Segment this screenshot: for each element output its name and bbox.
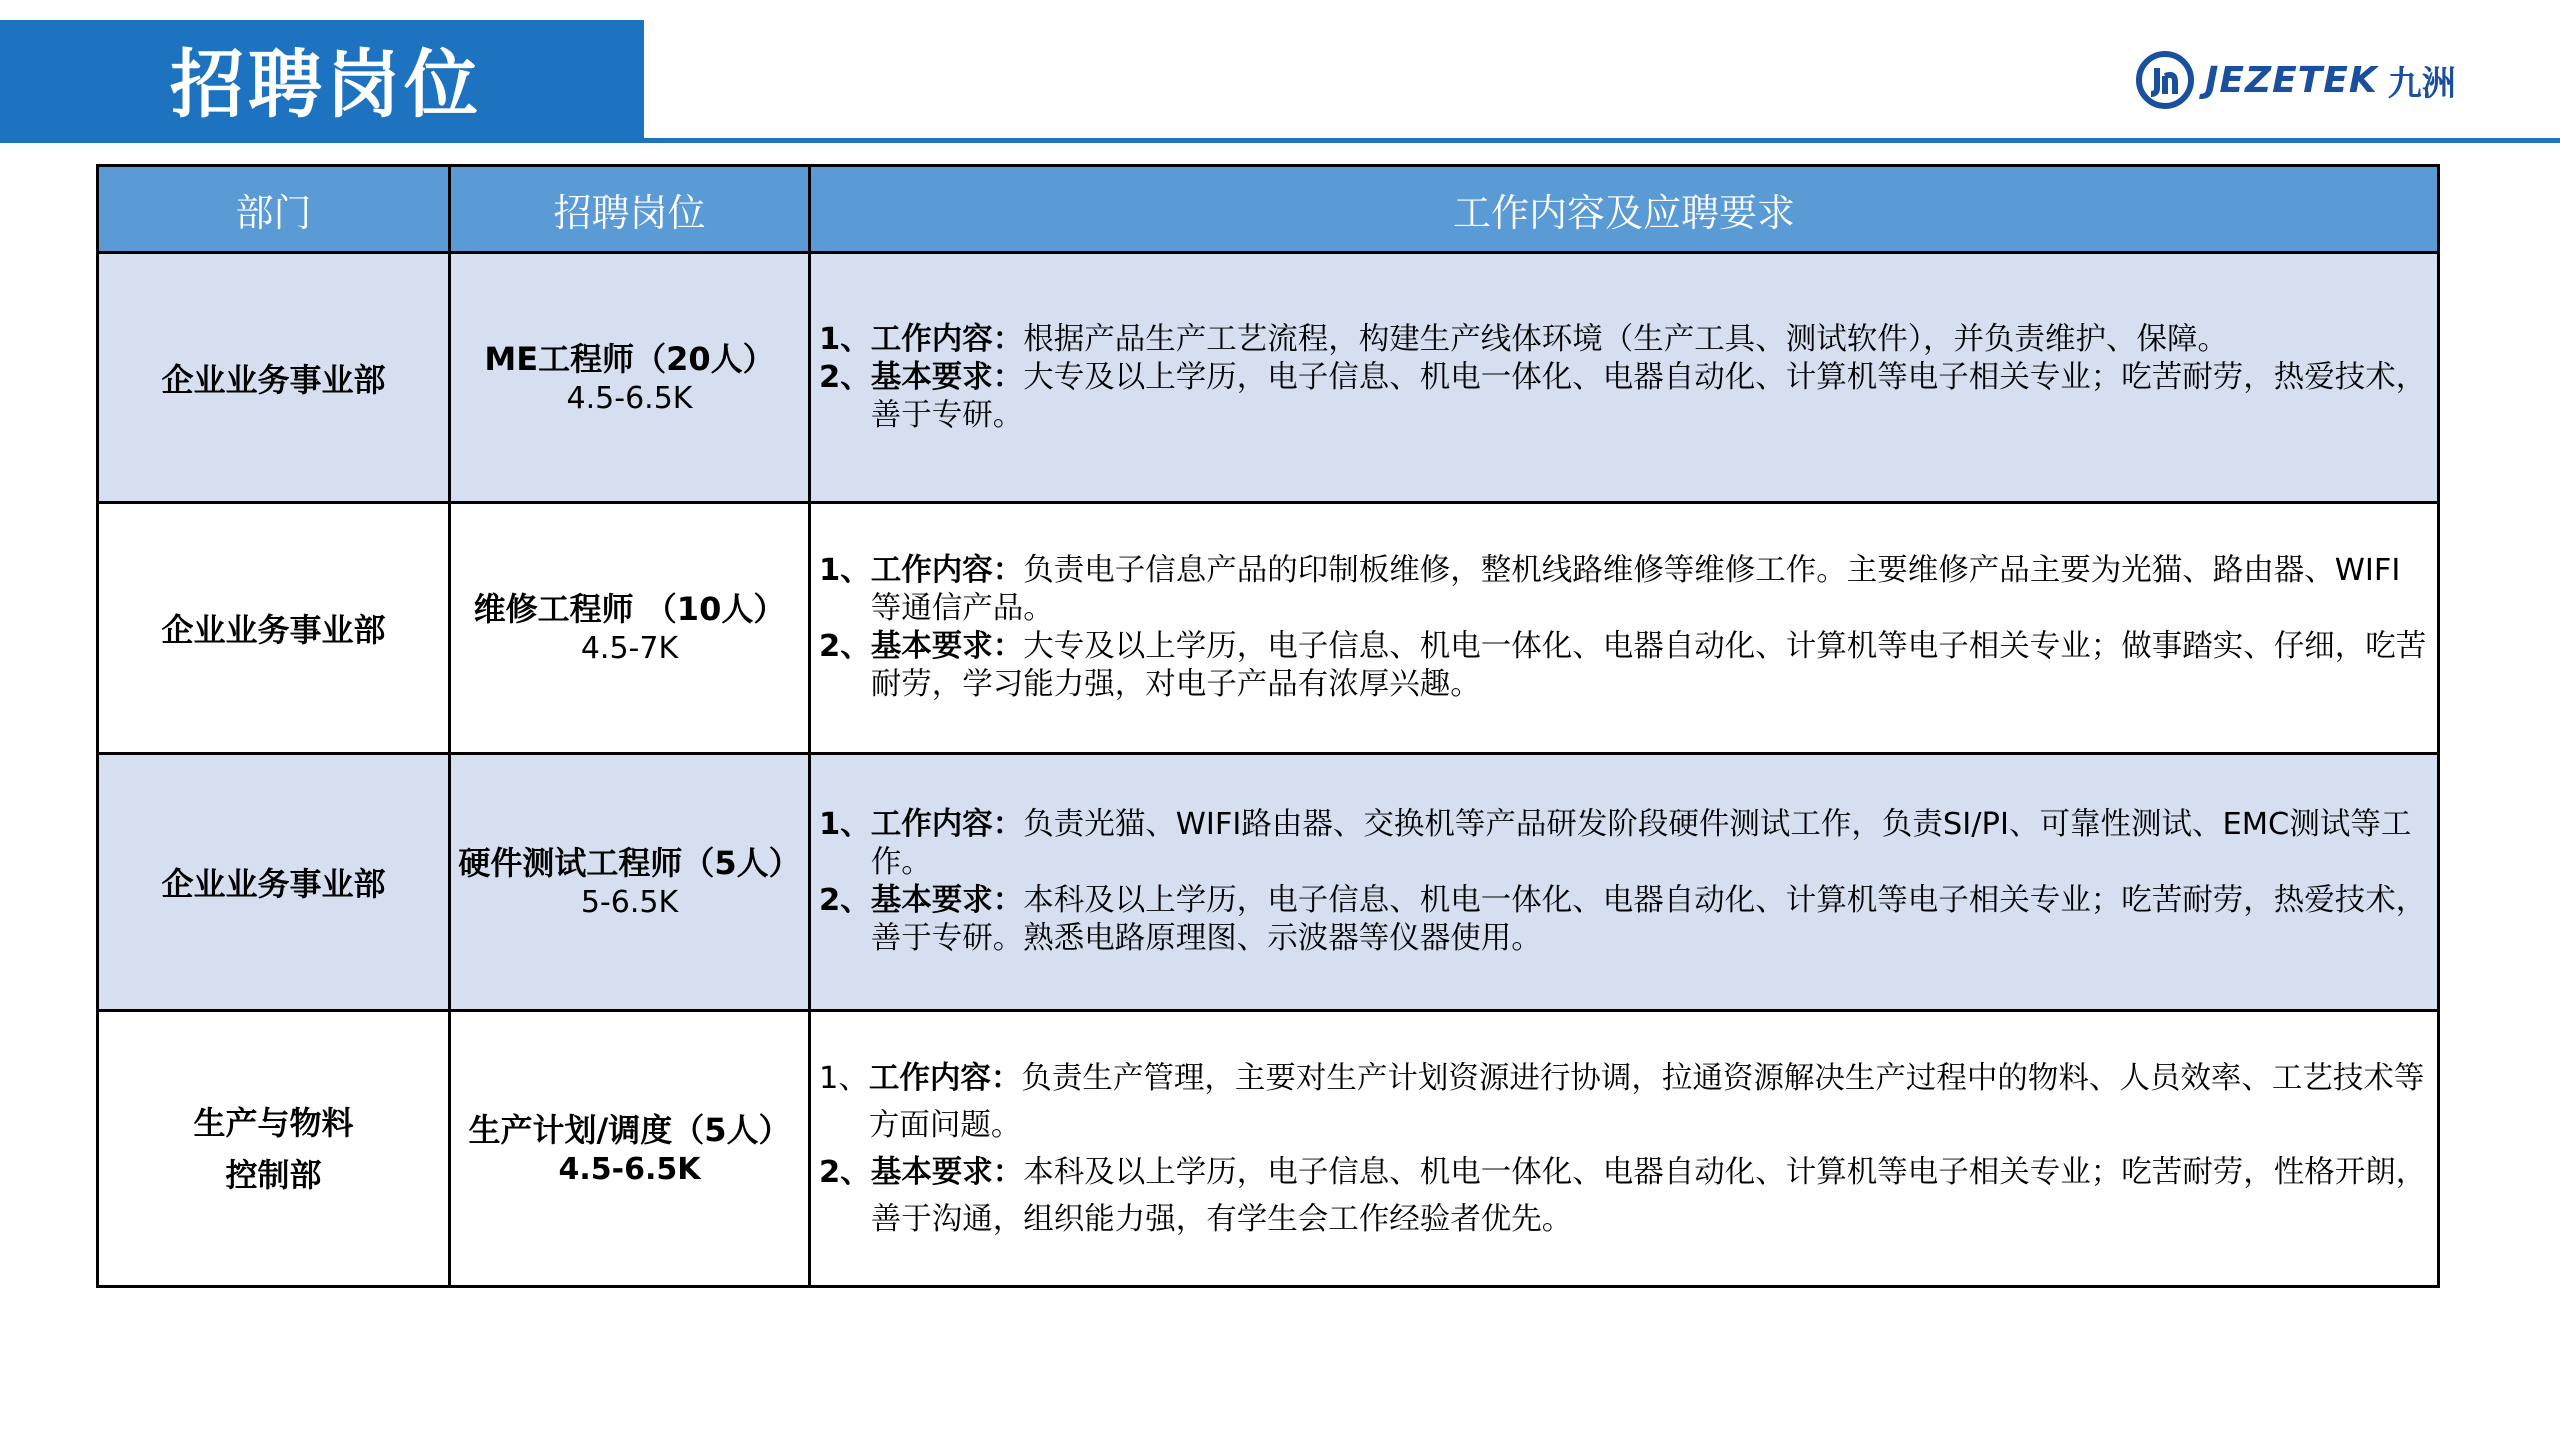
req-number: 2、 [819,629,871,664]
req-item-duties [819,321,2427,359]
header-requirements: 工作内容及应聘要求 [810,166,2439,253]
position-title: ME工程师（20人） [484,339,775,378]
position-cell [450,1011,810,1287]
header-rule [0,138,2560,143]
req-label: 工作内容： [870,807,1024,842]
req-item-requirements [819,359,2427,435]
logo-wordmark: JEZETEK [2205,59,2378,101]
req-label: 基本要求： [870,629,1024,664]
table-row [98,503,2439,754]
req-text: 根据产品生产工艺流程，构建生产线体环境（生产工具、测试软件），并负责维护、保障。 [1023,321,2228,357]
requirements-cell [810,503,2439,754]
req-text: 本科及以上学历，电子信息、机电一体化、电器自动化、计算机等电子相关专业；吃苦耐劳，热爱技术，善于专研。熟悉电路原理图、示波器等仪器使用。 [870,883,2427,956]
department-cell: 企业业务事业部 [98,253,450,503]
requirements-cell [810,754,2439,1011]
req-text: 负责生产管理，主要对生产计划资源进行协调，拉通资源解决生产过程中的物料、人员效率、工艺技术等方面问题。 [868,1060,2425,1143]
req-item-requirements [819,628,2427,704]
position-cell [450,503,810,754]
req-item-duties [819,1055,2427,1149]
table-row [98,754,2439,1011]
req-text: 大专及以上学历，电子信息、机电一体化、电器自动化、计算机等电子相关专业；做事踏实、仔细，吃苦耐劳，学习能力强，对电子产品有浓厚兴趣。 [870,629,2427,702]
jezetek-logo-icon [2135,50,2195,110]
req-number: 2、 [819,1154,871,1190]
position-cell [450,253,810,503]
req-label: 工作内容： [868,1060,1022,1096]
req-number: 2、 [819,883,871,918]
page-title: 招聘岗位 [170,42,482,128]
department-line: 生产与物料 [193,1103,354,1142]
table-row [98,1011,2439,1287]
department-line: 控制部 [225,1155,322,1194]
requirements-cell [810,253,2439,503]
req-item-requirements [819,1149,2427,1243]
position-title: 维修工程师 （10人） [473,590,786,628]
department-cell: 企业业务事业部 [98,503,450,754]
header-department: 部门 [98,166,450,253]
salary-range: 5-6.5K [580,885,679,920]
logo-chinese-name: 九洲 [2387,63,2456,104]
position-title: 硬件测试工程师（5人） [458,844,801,882]
req-item-requirements [819,882,2427,958]
position-title: 生产计划/调度（5人） [468,1110,791,1149]
salary-range: 4.5-6.5K [566,380,693,416]
title-banner [0,20,644,138]
req-number: 2、 [819,359,871,395]
salary-range: 4.5-6.5K [558,1151,701,1187]
req-text: 大专及以上学历，电子信息、机电一体化、电器自动化、计算机等电子相关专业；吃苦耐劳，热爱技术，善于专研。 [870,359,2427,433]
header-position: 招聘岗位 [450,166,810,253]
req-label: 基本要求： [870,359,1024,395]
req-number: 1、 [819,553,871,588]
req-label: 基本要求： [870,1154,1024,1190]
company-logo [2135,50,2456,110]
req-number: 1、 [819,807,871,842]
req-text: 负责电子信息产品的印制板维修，整机线路维修等维修工作。主要维修产品主要为光猫、路由器、WIFI等通信产品。 [870,553,2401,626]
requirements-cell [810,1011,2439,1287]
position-cell [450,754,810,1011]
department-cell: 企业业务事业部 [98,754,450,1011]
req-label: 工作内容： [870,553,1024,588]
req-number: 1、 [819,321,871,357]
job-openings-table [96,164,2440,1288]
salary-range: 4.5-7K [580,631,679,666]
req-text: 负责光猫、WIFI路由器、交换机等产品研发阶段硬件测试工作，负责SI/PI、可靠性测试、EMC测试等工作。 [870,807,2412,880]
req-label: 工作内容： [870,321,1024,357]
table-header-row [98,166,2439,253]
req-number: 1、 [819,1060,869,1096]
department-cell [98,1011,450,1287]
req-text: 本科及以上学历，电子信息、机电一体化、电器自动化、计算机等电子相关专业；吃苦耐劳，性格开朗，善于沟通，组织能力强，有学生会工作经验者优先。 [870,1154,2427,1237]
req-item-duties [819,552,2427,628]
req-item-duties [819,806,2427,882]
req-label: 基本要求： [870,883,1024,918]
table-row [98,253,2439,503]
